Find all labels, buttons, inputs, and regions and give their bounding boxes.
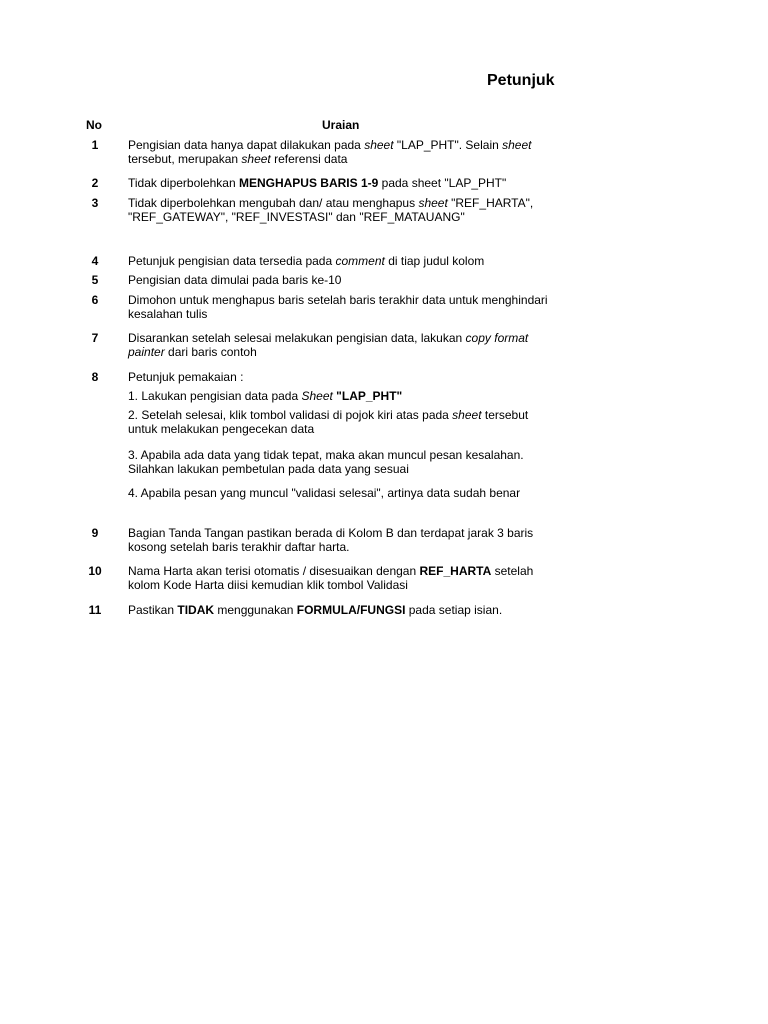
text-segment: Pastikan xyxy=(128,603,178,617)
text-segment: menggunakan xyxy=(214,603,297,617)
text-segment: sheet xyxy=(418,196,448,210)
row-number: 11 xyxy=(88,603,102,617)
column-header-uraian: Uraian xyxy=(322,118,360,132)
text-segment: setelah kolom Kode Harta diisi kemudian klik tombol Validasi xyxy=(128,564,534,592)
row-text xyxy=(128,273,556,287)
text-segment: pada setiap isian. xyxy=(405,603,503,617)
row-text xyxy=(128,138,556,166)
text-segment: sheet xyxy=(364,138,394,152)
usage-step xyxy=(128,448,556,476)
row-number: 9 xyxy=(91,526,99,540)
text-segment: Disarankan setelah selesai melakukan pengisian data, lakukan xyxy=(128,331,466,345)
text-segment: tersebut, merupakan xyxy=(128,152,242,166)
row-number: 3 xyxy=(91,196,99,210)
text-segment: sheet xyxy=(452,408,482,422)
text-segment: pada sheet "LAP_PHT" xyxy=(378,176,507,190)
row-number: 10 xyxy=(88,564,102,578)
row-text xyxy=(128,176,556,190)
text-segment: sheet xyxy=(241,152,271,166)
row-number: 1 xyxy=(91,138,99,152)
row-text xyxy=(128,603,556,617)
row-number: 7 xyxy=(91,331,99,345)
usage-step xyxy=(128,486,556,500)
row-text xyxy=(128,254,556,268)
text-segment: 2. Setelah selesai, klik tombol validasi di pojok kiri atas pada xyxy=(128,408,453,422)
text-segment: copy format painter xyxy=(128,331,529,359)
text-segment: REF_HARTA xyxy=(419,564,492,578)
text-segment: Bagian Tanda Tangan pastikan berada di Kolom B dan terdapat jarak 3 baris kosong setelah baris terakhir daftar harta. xyxy=(128,526,534,554)
text-segment: referensi data xyxy=(270,152,348,166)
text-segment: di tiap judul kolom xyxy=(384,254,485,268)
text-segment: tersebut untuk melakukan pengecekan data xyxy=(128,408,529,436)
text-segment: Nama Harta akan terisi otomatis / disesuaikan dengan xyxy=(128,564,420,578)
text-segment: "REF_HARTA", "REF_GATEWAY", "REF_INVESTASI" dan "REF_MATAUANG" xyxy=(128,196,534,224)
text-segment: Sheet xyxy=(301,389,333,403)
page-title: Petunjuk xyxy=(487,72,555,89)
text-segment: comment xyxy=(335,254,385,268)
text-segment: 4. Apabila pesan yang muncul "validasi selesai", artinya data sudah benar xyxy=(128,486,521,500)
text-segment: dari baris contoh xyxy=(164,345,257,359)
column-header-no: No xyxy=(86,118,102,132)
row-number: 8 xyxy=(91,370,99,384)
text-segment: Dimohon untuk menghapus baris setelah baris terakhir data untuk menghindari kesalahan tulis xyxy=(128,293,548,321)
text-segment: Petunjuk pengisian data tersedia pada xyxy=(128,254,336,268)
text-segment: Tidak diperbolehkan xyxy=(128,176,239,190)
row-number: 5 xyxy=(91,273,99,287)
text-segment: "LAP_PHT". Selain xyxy=(393,138,503,152)
row-text xyxy=(128,196,556,224)
usage-step xyxy=(128,389,556,403)
usage-step xyxy=(128,408,556,436)
text-segment: 1. Lakukan pengisian data pada xyxy=(128,389,302,403)
text-segment: Petunjuk pemakaian : xyxy=(128,370,244,384)
row-number: 6 xyxy=(91,293,99,307)
row-number: 2 xyxy=(91,176,99,190)
text-segment: TIDAK xyxy=(177,603,215,617)
row-text xyxy=(128,526,556,554)
text-segment: Pengisian data dimulai pada baris ke-10 xyxy=(128,273,342,287)
text-segment: Pengisian data hanya dapat dilakukan pada xyxy=(128,138,365,152)
text-segment: 3. Apabila ada data yang tidak tepat, maka akan muncul pesan kesalahan. Silahkan lakukan pembetulan pada data yang sesuai xyxy=(128,448,524,476)
text-segment: MENGHAPUS BARIS 1-9 xyxy=(238,176,379,190)
row-text xyxy=(128,331,556,359)
row-text xyxy=(128,370,556,384)
text-segment: Tidak diperbolehkan mengubah dan/ atau menghapus xyxy=(128,196,419,210)
text-segment: FORMULA/FUNGSI xyxy=(296,603,406,617)
row-text xyxy=(128,293,556,321)
row-text xyxy=(128,564,556,592)
row-number: 4 xyxy=(91,254,99,268)
text-segment: sheet xyxy=(502,138,532,152)
text-segment: "LAP_PHT" xyxy=(332,389,403,403)
